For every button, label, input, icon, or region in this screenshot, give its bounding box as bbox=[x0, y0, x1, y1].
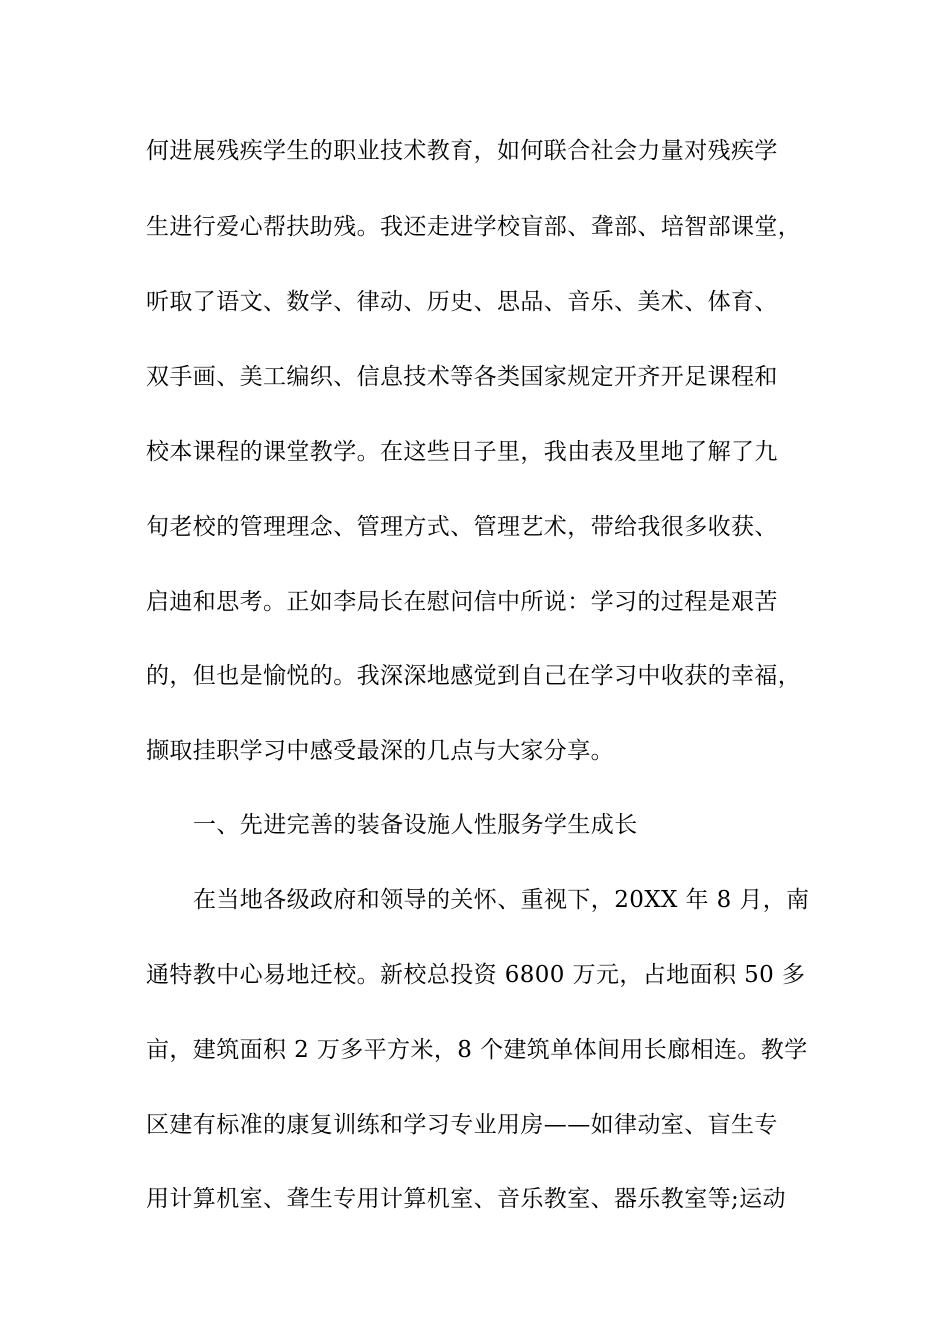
text-line: 生进行爱心帮扶助残。我还走进学校盲部、聋部、培智部课堂， bbox=[146, 214, 802, 240]
text-line: 旬老校的管理理念、管理方式、管理艺术，带给我很多收获、 bbox=[146, 514, 778, 540]
section-heading: 一、先进完善的装备设施人性服务学生成长 bbox=[193, 812, 638, 838]
text-line: 的，但也是愉悦的。我深深地感觉到自己在学习中收获的幸福， bbox=[146, 663, 802, 689]
text-line: 撷取挂职学习中感受最深的几点与大家分享。 bbox=[146, 738, 614, 764]
text-line: 通特教中心易地迁校。新校总投资 6800 万元，占地面积 50 多 bbox=[146, 962, 806, 988]
text-line: 校本课程的课堂教学。在这些日子里，我由表及里地了解了九 bbox=[146, 439, 778, 465]
text-line: 双手画、美工编织、信息技术等各类国家规定开齐开足课程和 bbox=[146, 364, 778, 390]
text-line: 在当地各级政府和领导的关怀、重视下，20XX 年 8 月，南 bbox=[193, 887, 810, 913]
text-line: 区建有标准的康复训练和学习专业用房——如律动室、盲生专 bbox=[146, 1112, 778, 1138]
text-line: 启迪和思考。正如李局长在慰问信中所说：学习的过程是艰苦 bbox=[146, 589, 778, 615]
text-line: 听取了语文、数学、律动、历史、思品、音乐、美术、体育、 bbox=[146, 289, 778, 315]
text-line: 用计算机室、聋生专用计算机室、音乐教室、器乐教室等;运动 bbox=[146, 1186, 786, 1212]
text-line: 何进展残疾学生的职业技术教育，如何联合社会力量对残疾学 bbox=[146, 138, 778, 164]
text-line: 亩，建筑面积 2 万多平方米，8 个建筑单体间用长廊相连。教学 bbox=[146, 1037, 808, 1063]
